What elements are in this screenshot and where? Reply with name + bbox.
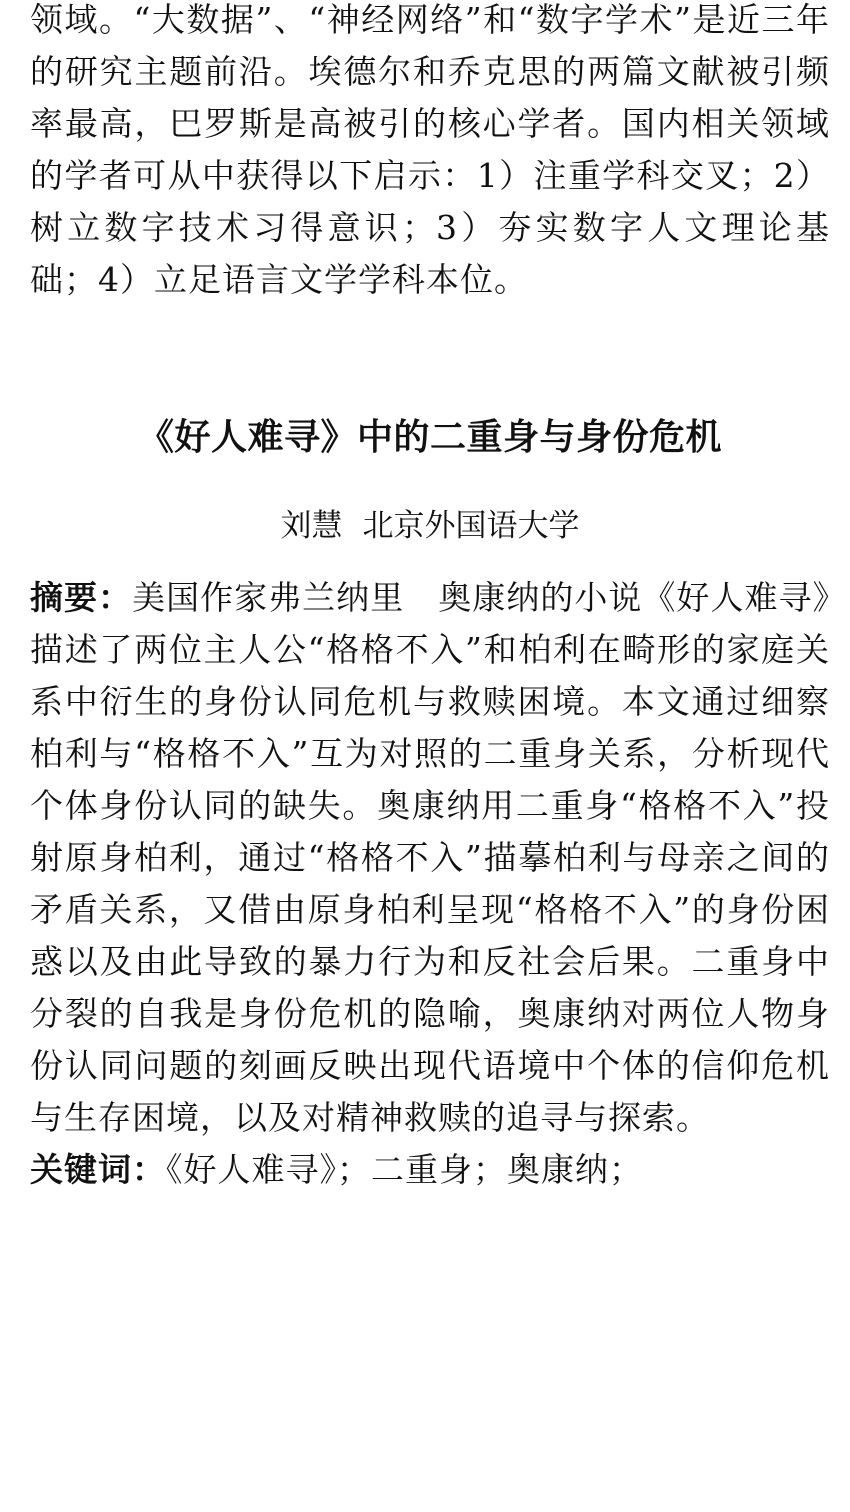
article-title: 《好人难寻》中的二重身与身份危机	[137, 417, 722, 458]
author-affiliation: 北京外国语大学	[362, 508, 580, 544]
abstract-text: 美国作家弗兰纳里 奥康纳的小说《好人难寻》描述了两位主人公“格格不入”和柏利在畸形的家庭关系中衍生的身份认同危机与救赎困境。本文通过细察柏利与“格格不入”互为对照的二重身关系，分析现代个体身份认同的缺失。奥康纳用二重身“格格不入”投射原身柏利，通过“格格不入”描摹柏利与母亲之间的矛盾关系，又借由原身柏利呈现“格格不入”的身份困惑以及由此导致的暴力行为和反社会后果。二重身中分裂的自我是身份危机的隐喻，奥康纳对两位人物身份认同问题的刻画反映出现代语境中个体的信仰危机与生存困境，以及对精神救赎的追寻与探索。	[30, 578, 831, 1137]
previous-section-paragraph: 领域。“大数据”、“神经网络”和“数字学术”是近三年的研究主题前沿。埃德尔和乔克思的两篇文献被引频率最高，巴罗斯是高被引的核心学者。国内相关领域的学者可从中获得以下启示：1）注重学科交叉；2）树立数字技术习得意识；3）夯实数字人文理论基础；4）立足语言文学学科本位。	[30, 0, 830, 299]
abstract-paragraph	[30, 572, 830, 1144]
keywords-label: 关键词：	[30, 1150, 166, 1189]
keywords-paragraph	[30, 1144, 830, 1196]
author-line	[30, 500, 830, 552]
document-page	[30, 0, 830, 1196]
author-name: 刘慧	[280, 508, 343, 544]
abstract-label: 摘要：	[30, 578, 133, 617]
keywords-text: 《好人难寻》；二重身；奥康纳；	[166, 1150, 643, 1189]
